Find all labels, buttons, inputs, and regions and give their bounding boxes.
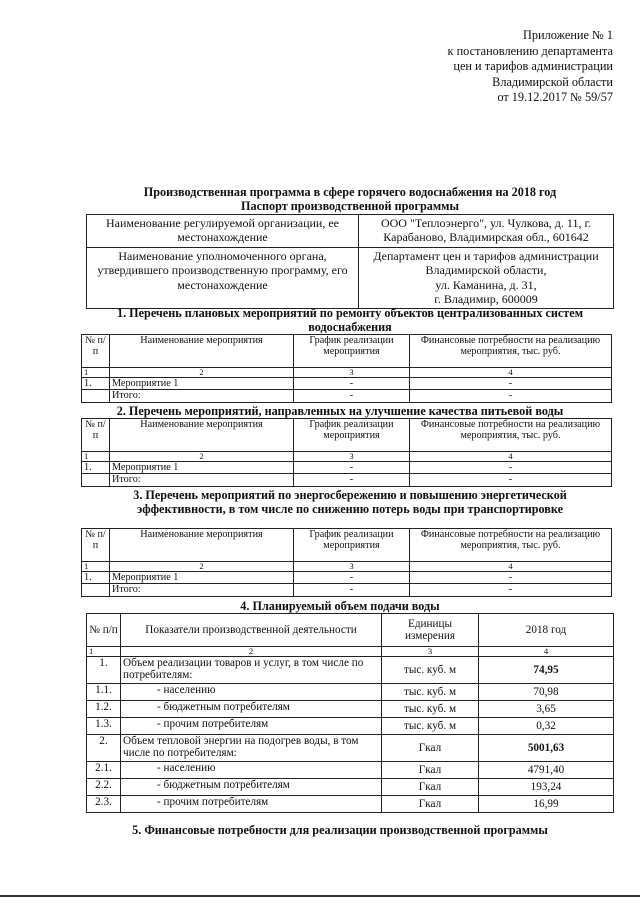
column-header: 2018 год [479, 614, 614, 647]
table-header-row [82, 335, 612, 368]
column-header: Показатели производственной деятельности [121, 614, 382, 647]
section-title: 5. Финансовые потребности для реализации производственной программы [132, 823, 548, 837]
volume-table [86, 613, 614, 813]
table-row: 1. Мероприятие 1 - - [82, 378, 612, 390]
passport-label: Наименование уполномоченного органа, утвердившего производственную программу, его местонахождение [87, 248, 359, 309]
passport-label: Наименование регулируемой организации, ее местонахождение [87, 215, 359, 248]
passport-table [86, 214, 614, 309]
table-row: 2.2. - бюджетным потребителям Гкал 193,24 [87, 779, 614, 796]
table-row: 2.3. - прочим потребителям Гкал 16,99 [87, 796, 614, 813]
table-header-row [87, 614, 614, 647]
section-title: 2. Перечень мероприятий, направленных на улучшение качества питьевой воды [116, 404, 564, 418]
title-line: Производственная программа в сфере горячего водоснабжения на 2018 год [143, 185, 557, 199]
table-row [87, 248, 614, 309]
document-title [60, 186, 640, 213]
column-header: Наименование мероприятия [110, 335, 294, 368]
table-row: 1.1. - населению тыс. куб. м 70,98 [87, 684, 614, 701]
table-total-row: Итого: - - [82, 390, 612, 402]
table-row: 2.1. - населению Гкал 4791,40 [87, 762, 614, 779]
section-title: 1. Перечень плановых мероприятий по ремонту объектов централизованных систем водоснабжения [116, 306, 584, 334]
table-index-row: 1 2 3 4 [82, 368, 612, 378]
column-header: График реализации мероприятия [294, 529, 410, 562]
table-row: 2. Объем тепловой энергии на подогрев воды, в том числе по потребителям: Гкал 5001,63 [87, 735, 614, 762]
measures-table-2 [81, 418, 612, 487]
column-header: График реализации мероприятия [294, 335, 410, 368]
column-header: Наименование мероприятия [110, 529, 294, 562]
measures-table-3 [81, 528, 612, 597]
passport-value: Департамент цен и тарифов администрации Владимирской области, ул. Каманина, д. 31, г. Владимир, 600009 [359, 248, 614, 309]
table-row: 1.3. - прочим потребителям тыс. куб. м 0,32 [87, 718, 614, 735]
section-title: 4. Планируемый объем подачи воды [240, 599, 440, 613]
measures-table-1 [81, 334, 612, 403]
appendix-header [353, 28, 613, 106]
column-header: № п/п [82, 419, 110, 452]
appendix-line: Владимирской области [492, 74, 613, 89]
table-row: 1. Мероприятие 1 - - [82, 572, 612, 584]
table-index-row: 1 2 3 4 [82, 452, 612, 462]
column-header: № п/п [82, 335, 110, 368]
appendix-line: от 19.12.2017 № 59/57 [497, 90, 613, 105]
column-header: График реализации мероприятия [294, 419, 410, 452]
table-total-row: Итого: - - [82, 474, 612, 486]
column-header: Финансовые потребности на реализацию мероприятия, тыс. руб. [410, 529, 612, 562]
table-row: 1.2. - бюджетным потребителям тыс. куб. м 3,65 [87, 701, 614, 718]
table-index-row: 1 2 3 4 [82, 562, 612, 572]
table-header-row [82, 419, 612, 452]
table-row [87, 215, 614, 248]
table-row: 1. Объем реализации товаров и услуг, в том числе по потребителям: тыс. куб. м 74,95 [87, 657, 614, 684]
section-title: 3. Перечень мероприятий по энергосбережению и повышению энергетической эффективности, в том числе по снижению потерь воды при транспортировке [133, 488, 567, 516]
column-header: № п/п [87, 614, 121, 647]
passport-value: ООО "Теплоэнерго", ул. Чулкова, д. 11, г. Карабаново, Владимирская обл., 601642 [359, 215, 614, 248]
column-header: № п/п [82, 529, 110, 562]
column-header: Финансовые потребности на реализацию мероприятия, тыс. руб. [410, 419, 612, 452]
table-row: 1. Мероприятие 1 - - [82, 462, 612, 474]
page-bottom-rule [0, 895, 640, 897]
appendix-line: Приложение № 1 [522, 28, 613, 42]
appendix-line: цен и тарифов администрации [453, 59, 613, 74]
column-header: Единицы измерения [382, 614, 479, 647]
table-header-row [82, 529, 612, 562]
table-index-row: 1 2 3 4 [87, 647, 614, 657]
subtitle: Паспорт производственной программы [241, 198, 459, 213]
column-header: Наименование мероприятия [110, 419, 294, 452]
table-total-row: Итого: - - [82, 584, 612, 596]
column-header: Финансовые потребности на реализацию мероприятия, тыс. руб. [410, 335, 612, 368]
appendix-line: к постановлению департамента [447, 43, 613, 58]
